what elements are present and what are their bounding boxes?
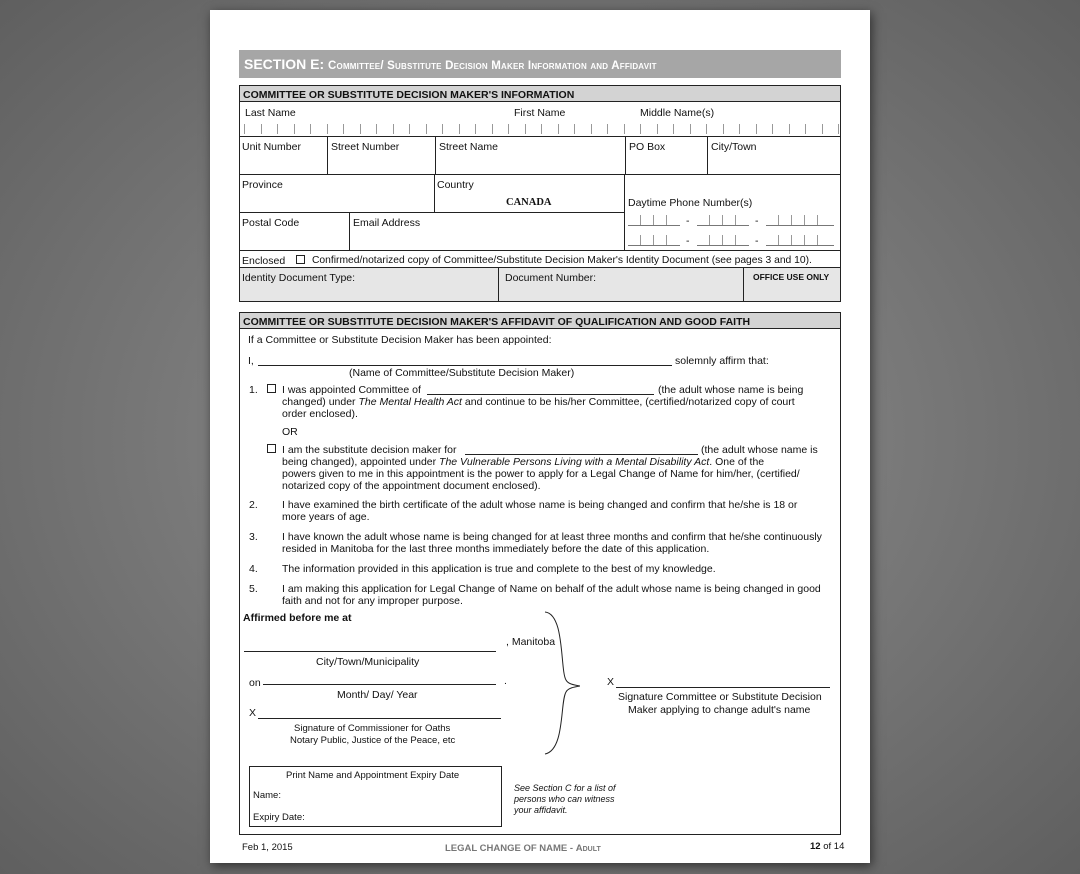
phone1-line[interactable] [766, 215, 834, 226]
phone1-prefix[interactable] [697, 215, 749, 226]
footer-date: Feb 1, 2015 [242, 842, 293, 853]
page-number: 12 of 14 [810, 841, 845, 852]
section-title-rest: Committee/ Substitute Decision Maker Information and Affidavit [328, 60, 657, 72]
date-caption: Month/ Day/ Year [337, 689, 418, 701]
committee-of-line[interactable] [427, 394, 654, 395]
unit-number-label: Unit Number [242, 141, 301, 153]
brace-icon [530, 610, 580, 756]
city-town-label: City/Town [711, 141, 757, 153]
phone2-area[interactable] [628, 235, 680, 246]
expiry-date-label: Expiry Date: [253, 812, 305, 823]
form-page: SECTION E: Committee/ Substitute Decision Maker Information and Affidavit COMMITTEE OR SUBSTITUTE DECISION MAKER'S INFORMATION Last Name First Name Middle Name(s) Unit Number Street Number Street Name PO Box City/Town Province Country CANADA Daytime Phone Number(s) - - - - Postal Code Email Address Enclosed Confirmed/notarized copy of Committee/Substitute Decision Maker's Identity Document (see pages 3 and 10). Identity Document Type: Document Number: OFFICE USE ONLY COMMITTEE OR SUBSTITUTE DECISION MAKER'S AFFIDAVIT OF QUALIFICATION AND GOOD FAITH If a Committee or Substitute Decision Maker has been appointed: I, solemnly affirm that: (Name of Committee/Substitute Decision Maker) 1. I was appointed Committee of (the adult whose name is being changed) under The Mental Health Act and continue to be his/her Committee, (certified/notarized copy of court order enclosed). OR I am the substitute decision maker for (the adult whose name is being changed), appointed under The Vulnerable Persons Living with a Mental Disability Act. One of the powers given to me in this appointment is the power to apply for a Legal Change of Name for him/her, (certified/ notarized copy of the appointment document enclosed). 2. I have examined the birth certificate of the adult whose name is being changed and confirm that he/she is 18 or more years of age. 3. I have known the adult whose name is being changed for at least three months and confirm that he/she continuously resided in Manitoba for the last three months immediately before the date of this application. 4. The information provided in this application is true and complete to the best of my knowledge. 5. I am making this application for Legal Change of Name on behalf of the adult whose name is being changed in good faith and not for any improper purpose. Affirmed before me at , Manitoba City/Town/Municipality on . Month/ Day/ Year X Signature of Commissioner for Oaths Notary Public, Justice of the Peace, etc X Signature Committee or Substitute Decision Maker applying to change adult's name Print Name and Appointment Expiry Date Name: Expiry Date: See Section C for a list of persons who can witness your affidavit. Feb 1, 2015 LEGAL CHANGE OF NAME - Adult 12 of 14 [210, 10, 870, 863]
footer-title: LEGAL CHANGE OF NAME - Adult [445, 843, 601, 854]
email-label: Email Address [353, 217, 421, 229]
phone1-area[interactable] [628, 215, 680, 226]
name-caption: (Name of Committee/Substitute Decision Maker) [349, 367, 575, 379]
middle-names-label: Middle Name(s) [640, 107, 715, 119]
identity-doc-type-label: Identity Document Type: [242, 272, 356, 284]
substitute-checkbox[interactable] [267, 444, 276, 453]
country-label: Country [437, 179, 474, 191]
street-number-label: Street Number [331, 141, 400, 153]
daytime-phone-label: Daytime Phone Number(s) [628, 197, 753, 209]
committee-checkbox[interactable] [267, 384, 276, 393]
substitute-for-line[interactable] [465, 454, 698, 455]
name-label: Name: [253, 790, 281, 801]
affidavit-header: COMMITTEE OR SUBSTITUTE DECISION MAKER'S AFFIDAVIT OF QUALIFICATION AND GOOD FAITH [239, 312, 841, 329]
phone2-prefix[interactable] [697, 235, 749, 246]
street-name-label: Street Name [439, 141, 498, 153]
country-value: CANADA [506, 197, 552, 208]
info-header: COMMITTEE OR SUBSTITUTE DECISION MAKER'S INFORMATION [239, 85, 841, 102]
last-name-label: Last Name [245, 107, 296, 119]
commissioner-signature-line[interactable] [258, 718, 501, 719]
po-box-label: PO Box [629, 141, 666, 153]
affidavit-intro: If a Committee or Substitute Decision Maker has been appointed: [248, 334, 552, 346]
sdm-signature-line[interactable] [616, 687, 830, 688]
committee-name-line[interactable] [258, 365, 672, 366]
office-use-only: OFFICE USE ONLY [753, 272, 830, 282]
document-number-label: Document Number: [505, 272, 597, 284]
affirmed-label: Affirmed before me at [243, 612, 352, 624]
city-line[interactable] [244, 651, 496, 652]
section-title-main: SECTION E: [244, 56, 329, 72]
or-label: OR [282, 426, 298, 438]
province-label: Province [242, 179, 283, 191]
city-caption: City/Town/Municipality [316, 656, 420, 668]
enclosed-checkbox[interactable] [296, 255, 305, 264]
enclosed-label: Enclosed [242, 255, 286, 267]
enclosed-text: Confirmed/notarized copy of Committee/Substitute Decision Maker's Identity Document (see pages 3 and 10). [312, 255, 812, 266]
name-letter-boxes[interactable] [244, 124, 838, 134]
date-line[interactable] [263, 684, 496, 685]
first-name-label: First Name [514, 107, 566, 119]
section-e-banner [239, 50, 841, 78]
postal-code-label: Postal Code [242, 217, 300, 229]
phone2-line[interactable] [766, 235, 834, 246]
